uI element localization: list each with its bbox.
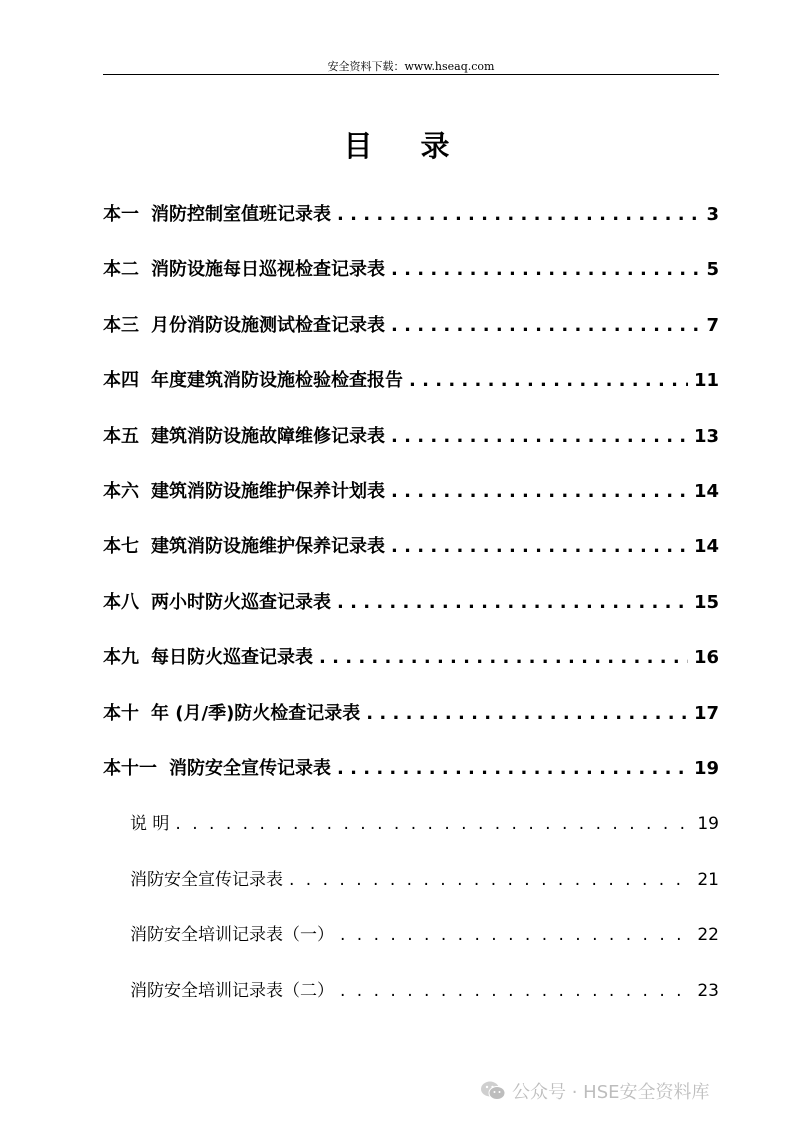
toc-entry[interactable] bbox=[103, 755, 719, 783]
toc-leader-dots bbox=[340, 977, 691, 1005]
toc-entry-number: 本六 bbox=[103, 481, 139, 502]
toc-entry-page: 14 bbox=[693, 481, 719, 502]
toc-entry-number: 本三 bbox=[103, 315, 139, 336]
toc-leader-dots bbox=[391, 423, 688, 451]
toc-entry-page: 3 bbox=[706, 204, 719, 225]
toc-entry-title: 年 (月/季)防火检查记录表 bbox=[151, 703, 361, 724]
toc-entry[interactable] bbox=[103, 589, 719, 617]
toc-entry[interactable] bbox=[103, 533, 719, 561]
toc-entry-number: 本十 bbox=[103, 703, 139, 724]
toc-entry-page: 13 bbox=[693, 426, 719, 447]
toc-entry[interactable] bbox=[130, 977, 719, 1005]
toc-entry-title: 建筑消防设施维护保养记录表 bbox=[151, 536, 385, 557]
toc-entry-page: 16 bbox=[693, 647, 719, 668]
toc-leader-dots bbox=[319, 644, 688, 672]
toc-leader-dots bbox=[391, 533, 688, 561]
toc-entry-page: 14 bbox=[693, 536, 719, 557]
toc-entry-page: 17 bbox=[693, 703, 719, 724]
toc-entry[interactable] bbox=[103, 367, 719, 395]
toc-entry-number: 本一 bbox=[103, 204, 139, 225]
toc-entry-page: 5 bbox=[706, 259, 719, 280]
toc-entry-number: 本七 bbox=[103, 536, 139, 557]
toc-entry[interactable] bbox=[103, 423, 719, 451]
toc-entry[interactable] bbox=[103, 700, 719, 728]
toc-leader-dots bbox=[391, 256, 700, 284]
toc-entry-page: 21 bbox=[697, 870, 719, 890]
toc-entry-title: 说 明 bbox=[130, 814, 170, 834]
toc-leader-dots bbox=[409, 367, 688, 395]
toc-entry-number: 本八 bbox=[103, 592, 139, 613]
toc-entry-number: 本十一 bbox=[103, 758, 157, 779]
toc-entry[interactable] bbox=[130, 866, 719, 894]
wechat-icon bbox=[480, 1080, 506, 1102]
toc-entry-title: 建筑消防设施故障维修记录表 bbox=[151, 426, 385, 447]
toc-entry[interactable] bbox=[103, 256, 719, 284]
toc-leader-dots bbox=[391, 478, 688, 506]
toc-entry-title: 每日防火巡查记录表 bbox=[151, 647, 313, 668]
toc-entry-title: 建筑消防设施维护保养计划表 bbox=[151, 481, 385, 502]
toc-entry-page: 15 bbox=[693, 592, 719, 613]
toc-entry-title: 消防安全培训记录表（二） bbox=[130, 981, 334, 1001]
toc-entry-title: 消防设施每日巡视检查记录表 bbox=[151, 259, 385, 280]
toc-entry[interactable] bbox=[103, 478, 719, 506]
toc-entry-title: 年度建筑消防设施检验检查报告 bbox=[151, 370, 403, 391]
toc-entry-page: 19 bbox=[693, 758, 719, 779]
page-header: 安全资料下载：www.hseaq.com bbox=[327, 60, 495, 73]
toc-leader-dots bbox=[337, 201, 700, 229]
toc-entry[interactable] bbox=[103, 201, 719, 229]
toc-entry-number: 本五 bbox=[103, 426, 139, 447]
watermark-text: 公众号 · HSE安全资料库 bbox=[512, 1082, 710, 1103]
toc-leader-dots bbox=[391, 312, 700, 340]
toc-leader-dots bbox=[340, 921, 691, 949]
toc-entry[interactable] bbox=[130, 921, 719, 949]
toc-entry-page: 19 bbox=[697, 814, 719, 834]
page-title: 目录 bbox=[343, 129, 498, 163]
toc-leader-dots bbox=[337, 755, 688, 783]
toc-entry-number: 本四 bbox=[103, 370, 139, 391]
toc-entry-number: 本九 bbox=[103, 647, 139, 668]
toc-entry-number: 本二 bbox=[103, 259, 139, 280]
toc-leader-dots bbox=[175, 810, 691, 838]
toc-entry-title: 月份消防设施测试检查记录表 bbox=[151, 315, 385, 336]
toc-entry-page: 11 bbox=[693, 370, 719, 391]
toc-entry[interactable] bbox=[103, 644, 719, 672]
toc-entry-title: 消防安全宣传记录表 bbox=[130, 870, 283, 890]
toc-entry-title: 消防安全培训记录表（一） bbox=[130, 925, 334, 945]
toc-entry-title: 消防控制室值班记录表 bbox=[151, 204, 331, 225]
toc-entry-title: 两小时防火巡查记录表 bbox=[151, 592, 331, 613]
toc-entry[interactable] bbox=[103, 312, 719, 340]
toc-entry-page: 22 bbox=[697, 925, 719, 945]
toc-entry-page: 7 bbox=[706, 315, 719, 336]
toc-entry-page: 23 bbox=[697, 981, 719, 1001]
toc-leader-dots bbox=[366, 700, 688, 728]
toc-entry[interactable] bbox=[130, 810, 719, 838]
toc-leader-dots bbox=[289, 866, 691, 894]
watermark bbox=[480, 1078, 780, 1104]
toc-leader-dots bbox=[337, 589, 688, 617]
toc-entry-title: 消防安全宣传记录表 bbox=[169, 758, 331, 779]
